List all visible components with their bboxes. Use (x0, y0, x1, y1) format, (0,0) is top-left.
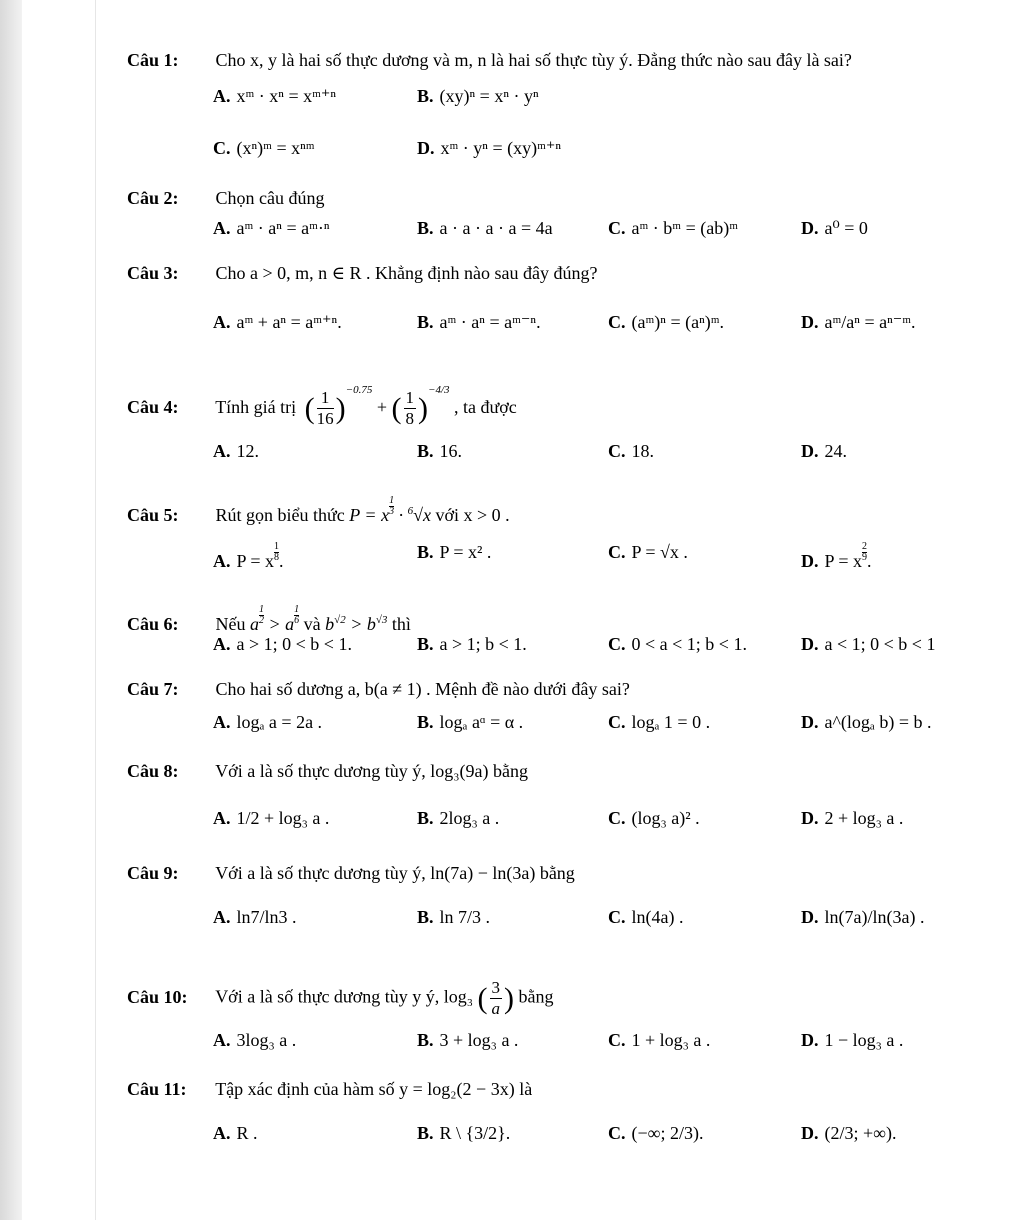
q6-option-d[interactable]: D. a < 1; 0 < b < 1 (801, 634, 936, 654)
question-text: Với a là số thực dương tùy ý, ln(7a) − ln(3a) bằng (215, 863, 575, 883)
question-10 (127, 978, 554, 1019)
q1-option-c[interactable]: C. (xⁿ)ᵐ = xⁿᵐ (213, 138, 315, 158)
question-text-tail: thì (391, 614, 411, 634)
question-text: Rút gọn biểu thức (215, 505, 345, 525)
question-text: Tập xác định của hàm số y = log₂(2 − 3x) là (215, 1079, 533, 1099)
question-text-and: và (303, 614, 321, 634)
q4-option-a[interactable]: A. 12. (213, 441, 259, 461)
question-text-tail: bằng (518, 986, 554, 1007)
question-text: Chọn câu đúng (215, 188, 325, 208)
question-text: Với a là số thực dương tùy ý, log₃(9a) bằng (215, 761, 528, 781)
question-label: Câu 1: (127, 50, 179, 70)
q4-option-d[interactable]: D. 24. (801, 441, 847, 461)
q2-option-a[interactable]: A. aᵐ · aⁿ = aᵐ·ⁿ (213, 218, 330, 238)
q4-expression: ( $\frac{1}{16}$ )$^{-0.75}$ + ( $\frac{1}{8}$ )$^{-4/3}$ (304, 384, 450, 429)
q3-option-d[interactable]: D. aᵐ/aⁿ = aⁿ⁻ᵐ. (801, 312, 916, 332)
q5-option-c[interactable]: C. P = √x . (608, 542, 688, 562)
q2-option-b[interactable]: B. a · a · a · a = 4a (417, 218, 553, 238)
q11-option-a[interactable]: A. R . (213, 1123, 258, 1143)
question-4 (127, 384, 517, 429)
q7-option-d[interactable]: D. a^(logₐ b) = b . (801, 712, 932, 732)
question-label: Câu 10: (127, 986, 188, 1007)
question-11 (127, 1079, 532, 1100)
q5-option-d[interactable]: D. P = x $\frac{2}{9}$. (801, 541, 872, 571)
q6-expression-a: a $\frac{1}{2} > a$ $\frac{1}{6}$ (250, 604, 300, 634)
question-text-tail: với x > 0 . (435, 505, 510, 525)
q3-option-b[interactable]: B. aᵐ · aⁿ = aᵐ⁻ⁿ. (417, 312, 541, 332)
question-2 (127, 188, 324, 209)
q10-fraction: ( $\frac{3}{a}$ ) (477, 978, 514, 1018)
question-8 (127, 761, 528, 782)
q1-option-b[interactable]: B. (xy)ⁿ = xⁿ · yⁿ (417, 86, 539, 106)
question-9 (127, 863, 575, 884)
question-label: Câu 9: (127, 863, 179, 883)
q11-option-d[interactable]: D. (2/3; +∞). (801, 1123, 897, 1143)
q7-option-a[interactable]: A. logₐ a = 2a . (213, 712, 323, 732)
question-text: Với a là số thực dương tùy y ý, log₃ (215, 986, 473, 1007)
q5-option-a[interactable]: A. P = x $\frac{1}{8}$. (213, 541, 284, 571)
q8-option-c[interactable]: C. (log₃ a)² . (608, 808, 700, 828)
question-text-tail: , ta được (454, 397, 517, 417)
question-label: Câu 5: (127, 505, 179, 525)
q3-option-c[interactable]: C. (aᵐ)ⁿ = (aⁿ)ᵐ. (608, 312, 725, 332)
q10-option-d[interactable]: D. 1 − log₃ a . (801, 1030, 904, 1050)
q9-option-b[interactable]: B. ln 7/3 . (417, 907, 491, 927)
q2-option-d[interactable]: D. a⁰ = 0 (801, 218, 868, 238)
q8-option-d[interactable]: D. 2 + log₃ a . (801, 808, 904, 828)
question-1 (127, 50, 852, 71)
q10-option-a[interactable]: A. 3log₃ a . (213, 1030, 297, 1050)
question-label: Câu 11: (127, 1079, 187, 1099)
q10-option-b[interactable]: B. 3 + log₃ a . (417, 1030, 519, 1050)
question-7 (127, 679, 630, 700)
question-label: Câu 2: (127, 188, 179, 208)
q6-option-b[interactable]: B. a > 1; b < 1. (417, 634, 527, 654)
q9-option-c[interactable]: C. ln(4a) . (608, 907, 684, 927)
q5-option-b[interactable]: B. P = x² . (417, 542, 492, 562)
question-label: Câu 4: (127, 397, 179, 417)
q5-expression: P = x $\frac{1}{3} \cdot ^6√x$ (349, 495, 431, 525)
q6-expression-b: $b^{√2} > b^{√3}$ (325, 614, 388, 634)
question-6 (127, 605, 411, 635)
q4-option-c[interactable]: C. 18. (608, 441, 654, 461)
question-label: Câu 3: (127, 263, 179, 283)
q4-option-b[interactable]: B. 16. (417, 441, 463, 461)
q11-option-b[interactable]: B. R \ {3/2}. (417, 1123, 511, 1143)
question-5 (127, 496, 510, 526)
question-label: Câu 7: (127, 679, 179, 699)
q6-option-c[interactable]: C. 0 < a < 1; b < 1. (608, 634, 747, 654)
q3-option-a[interactable]: A. aᵐ + aⁿ = aᵐ⁺ⁿ. (213, 312, 342, 332)
question-text: Cho a > 0, m, n ∈ R . Khẳng định nào sau đây đúng? (215, 263, 598, 283)
q7-option-c[interactable]: C. logₐ 1 = 0 . (608, 712, 711, 732)
q6-option-a[interactable]: A. a > 1; 0 < b < 1. (213, 634, 352, 654)
q8-option-a[interactable]: A. 1/2 + log₃ a . (213, 808, 330, 828)
q11-option-c[interactable]: C. (−∞; 2/3). (608, 1123, 704, 1143)
q1-option-d[interactable]: D. xᵐ · yⁿ = (xy)ᵐ⁺ⁿ (417, 138, 562, 158)
q10-option-c[interactable]: C. 1 + log₃ a . (608, 1030, 711, 1050)
q2-option-c[interactable]: C. aᵐ · bᵐ = (ab)ᵐ (608, 218, 739, 238)
question-label: Câu 8: (127, 761, 179, 781)
q1-option-a[interactable]: A. xᵐ · xⁿ = xᵐ⁺ⁿ (213, 86, 337, 106)
question-text: Nếu (215, 614, 246, 634)
question-text: Cho x, y là hai số thực dương và m, n là hai số thực tùy ý. Đẳng thức nào sau đây là sai? (215, 50, 852, 70)
question-label: Câu 6: (127, 614, 179, 634)
q9-option-d[interactable]: D. ln(7a)/ln(3a) . (801, 907, 925, 927)
q7-option-b[interactable]: B. logₐ aᵅ = α . (417, 712, 524, 732)
question-3 (127, 263, 597, 284)
q8-option-b[interactable]: B. 2log₃ a . (417, 808, 500, 828)
q9-option-a[interactable]: A. ln7/ln3 . (213, 907, 297, 927)
question-text: Cho hai số dương a, b(a ≠ 1) . Mệnh đề nào dưới đây sai? (215, 679, 630, 699)
question-text: Tính giá trị (215, 397, 297, 417)
page-shadow-edge (0, 0, 22, 1220)
